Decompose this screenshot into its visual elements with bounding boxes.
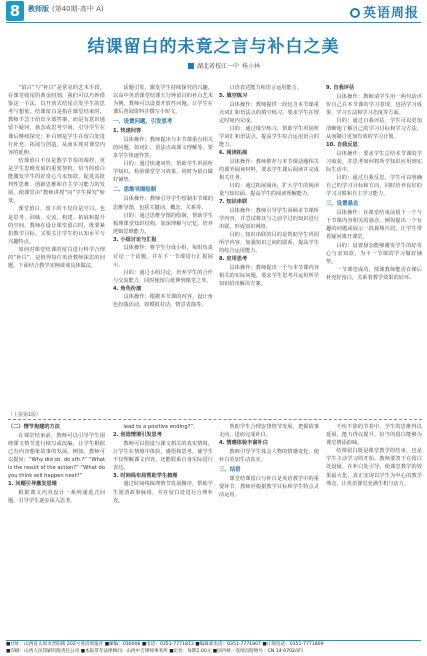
paragraph: lead to a positive ending?”。 [123, 424, 199, 430]
page-number: 8 [6, 1, 24, 21]
section-heading: 二、思维导图绘制 [113, 187, 157, 194]
paragraph: 目的：通过自我评估，学生可以更加清晰地了解自己的学习目标和学习方法，从而制订更加有效的学习计划。 [326, 117, 422, 140]
section-heading: 一、设置问题，引发思考 [113, 119, 173, 126]
footer-line: ■社址：山西省太原市晋阳街 202号英语周报社 ■邮编：030006 ■电话：0351-7771813 ■编辑部电话：0351-7771807 ■订阅电话：0351-7771809 [6, 642, 324, 647]
logo-text: 英语周报 [362, 6, 419, 21]
paragraph: 具体操作：教师提出与本节课重点相关的问题，如词汇、语法点或课文理解等，要求学生快速作答。 [113, 136, 213, 160]
section-name: 教师版 [28, 5, 49, 13]
paragraph: 目的：通过自我反思，学生可以明确自己的学习目标和方向，同时培养良好的学习习惯和自主学习能力。 [326, 174, 422, 198]
paragraph: 根据课文内容设计一系列递进式问题，引导学生逐步深入思考。 [8, 489, 105, 504]
paragraph: “留白”与“补白”是常见的艺术手段。在课堂收尾的黄金时刻，我们可以巧妙借鉴这一手法，以开放式结尾引发学生的思考与想象。结课留白是指在课堂结束时，教师不急于给出全部答案，而是有意识地留下疑问、悬念或思考空间，引导学生在课后继续探究；补白则是学生在留白处进行补充、拓展与创造，从而实现对课堂内容的延伸。 [8, 85, 105, 156]
publication-logo [350, 2, 419, 21]
paragraph: 具体操作：要求学生总结本节课的学习收获，并思考如何将所学知识应用到实际生活中。 [326, 150, 422, 173]
subheading: 1. 快速问答 [113, 128, 142, 135]
subheading: 4. 情感体验丰富补白 [219, 440, 268, 447]
paragraph: 具体操作：教师请学生用一两句话评价自己在本节课的学习表现，包括学习成果、学习方法和学习态度等方面。 [326, 93, 422, 116]
paragraph: 在课堂结束前，教师可以引导学生围绕课文情节进行续写或改编，让学生根据已有内容想象故事的发展。例如，教师可以提问：“Why did sb. do sth.?” “What is the result of the action?” “What do you think will happen next?” [8, 432, 105, 479]
paragraph: 具体操作：教师推荐与本节课话题相关的课外阅读材料，要求学生课后阅读并完成相关任务。 [219, 158, 319, 181]
subheading: 7. 知识串联 [219, 199, 248, 206]
paragraph: 教师引导学生体会人物的情感变化，使补白更加生动真实。 [219, 448, 319, 463]
subheading: 8. 应用思考 [219, 256, 248, 263]
column-2 [113, 84, 213, 410]
paragraph: 目的：通过小组讨论，培养学生的合作与交流能力，同时使留白延伸到课堂之外。 [113, 269, 213, 284]
paragraph: 目的：知识串联的目的是帮助学生巩固所学内容，加强知识之间的联系，提高学生的综合运用能力。 [219, 231, 319, 255]
section-divider [8, 419, 422, 420]
subheading: 6. 阅读拓展 [219, 150, 248, 157]
paragraph: 帮助学生合理安排情节发展，把握故事走向，进而完成补白。 [219, 424, 319, 439]
paragraph: 结课留白既是课堂教学的结束，也是学生主动学习的开始。教师要善于在留白处设疑，在补白处引导，使课堂教学的效果最大化，真正实现以学生为中心的教学理念，让英语课堂充满生机与活力。 [326, 448, 422, 487]
paragraph: 课堂留白，留下的不仅仅是空白，也是思考、回味、交流、构建、拓展和提升的空间。教师在设计课堂留白时，既要紧扣教学目标，又要关注学生的认知水平与兴趣特点。 [8, 206, 105, 245]
paragraph: 口语表达能力和语言运用能力。 [229, 85, 303, 91]
subheading: 2. 创造情境引发思考 [113, 432, 162, 439]
subheading: 1. 问题引导激发思维 [8, 481, 57, 488]
footer-line: ■印刷：山西人民印刷有限责任公司 ■本报常年法律顾问：山西中吉律师事务所 ■定价：每期1.00元 ■国内统一连续出版物号：CN 14-0702/(F) [6, 648, 303, 654]
article-title: 结课留白的未竟之言与补白之美 [87, 37, 340, 57]
paragraph: 具体操作：教师提供一段包含本节课重点词汇和语法点的填空练习，要求学生在规定时间内完成。 [219, 101, 319, 124]
paragraph: 目的：通过思维导图的绘制，帮助学生梳理课堂知识结构，加深理解与记忆，培养逻辑思维能力。 [113, 212, 213, 235]
page-header [0, 0, 427, 22]
subheading: 3. 时间线布局帮助学生梳理 [113, 472, 178, 479]
paragraph: 目的：设置悬念能够激发学生的好奇心与求知欲，为下一节课的学习做好铺垫。 [326, 242, 422, 265]
paragraph: 目的：通过快速问答，帮助学生巩固所学知识，检验课堂学习效果，同时为留白做好铺垫。 [113, 161, 213, 184]
paragraph: 具体操作：将学生分成小组，每组负责讨论一个话题，并在下一节课进行汇报展示。 [113, 245, 213, 268]
header-divider [6, 22, 421, 23]
paragraph: 具体操作：教师引导学生回顾本节课所学内容，并尝试将其与之前学过的知识进行串联，形成知识网络。 [219, 207, 319, 230]
paragraph: 教师可以创设与课文相关的真实情境，让学生在情境中体验、感悟和思考，使学生不仅理解课文内容，还能联系自身实际进行表达。 [113, 440, 213, 471]
paragraph: 目的：通过填空练习，帮助学生巩固所学词汇和语法点，提高学生综合运用语言的能力。 [219, 125, 319, 149]
paragraph: 一节课堂成功，授课教师能否在课后补充好留白，关系着教学效果的好坏。 [326, 266, 422, 281]
subheading: 5. 填空练习 [219, 93, 248, 100]
paragraph: 具体操作：教师引导学生绘制本节课的思维导图，包括关键词、概念、关系等。 [113, 196, 213, 211]
column-1 [8, 84, 105, 410]
logo-globe-icon [350, 8, 360, 18]
paragraph: 具体操作：在课堂结束前留下一个与下节课内容相关的悬念，例如提出一个有趣的问题或展示一段视频片段，让学生带着疑问离开课堂。 [326, 210, 422, 241]
paragraph: 如何对课堂结课的留白进行科学合理的“补白”，是值得每位英语教师深思的问题。下面结合教学实例谈谈具体做法。 [8, 246, 105, 270]
paragraph: 话题引发，激发学生持续探究的兴趣。以高中英语课堂结课五分钟留白的补白艺术为例，教师可以设置开放性问题，让学生在课后查阅资料并撰写小短文。 [113, 85, 213, 116]
author-org: 湖北省枝江一中 [197, 63, 240, 70]
subheading: 4. 角色扮演 [113, 285, 142, 292]
section-heading: 三、结语 [219, 466, 241, 473]
paragraph: 不疾不徐的节奏中，学生的思维得以延展，能力得以提升。恰当的留白能够为课堂增添韵味。 [326, 424, 422, 447]
section-heading: 三、设置悬念 [326, 201, 359, 208]
paragraph: 具体操作：根据本节课的内容，设计角色扮演活动，如模拟对话、情景表演等。 [113, 294, 213, 309]
paragraph: 课堂结课留白与补白是英语教学中的重要环节，教师应根据教学目标和学生特点灵活运用。 [219, 475, 319, 499]
column-4 [326, 84, 422, 410]
subheading: 3. 小组讨论与汇报 [113, 236, 157, 243]
bottom-column-2 [113, 423, 213, 635]
subheading: （二）情节构建的方法 [8, 424, 60, 430]
paragraph: 通过时间线梳理情节发展顺序，帮助学生厘清故事脉络，并在留白处进行合理补充。 [113, 481, 213, 504]
column-3 [219, 84, 319, 410]
bottom-column-4 [326, 423, 422, 635]
author-name: 杨小林 [242, 63, 261, 70]
subheading: 9. 自我评估 [326, 85, 355, 91]
issue-label: (第40期·高中 A) [52, 5, 104, 13]
page-footer [6, 640, 421, 654]
bottom-column-1 [8, 423, 105, 635]
paragraph: 具体操作：教师提出一个与本节课内容相关的实际问题，要求学生思考并运用所学知识给出解决方案。 [219, 264, 319, 287]
byline-square-icon [188, 63, 194, 69]
byline [188, 61, 260, 70]
paragraph: 目的：通过拓展阅读，扩大学生的阅读量与知识面，提高学生的阅读理解能力。 [219, 182, 319, 198]
section-label [28, 4, 104, 14]
subheading: 10. 自我反思 [326, 142, 358, 149]
bottom-column-3 [219, 423, 319, 635]
paragraph: 结课留白不仅是教学节奏的调控，更是学生思维发展的重要契机。恰当的留白能激发学生的好奇心与求知欲，促进其批判性思维、创新思维和自主学习能力的发展，使课堂由“教师讲授”向“学生探究”转变。 [8, 157, 105, 205]
continued-note: （上接第1版） [8, 412, 42, 418]
